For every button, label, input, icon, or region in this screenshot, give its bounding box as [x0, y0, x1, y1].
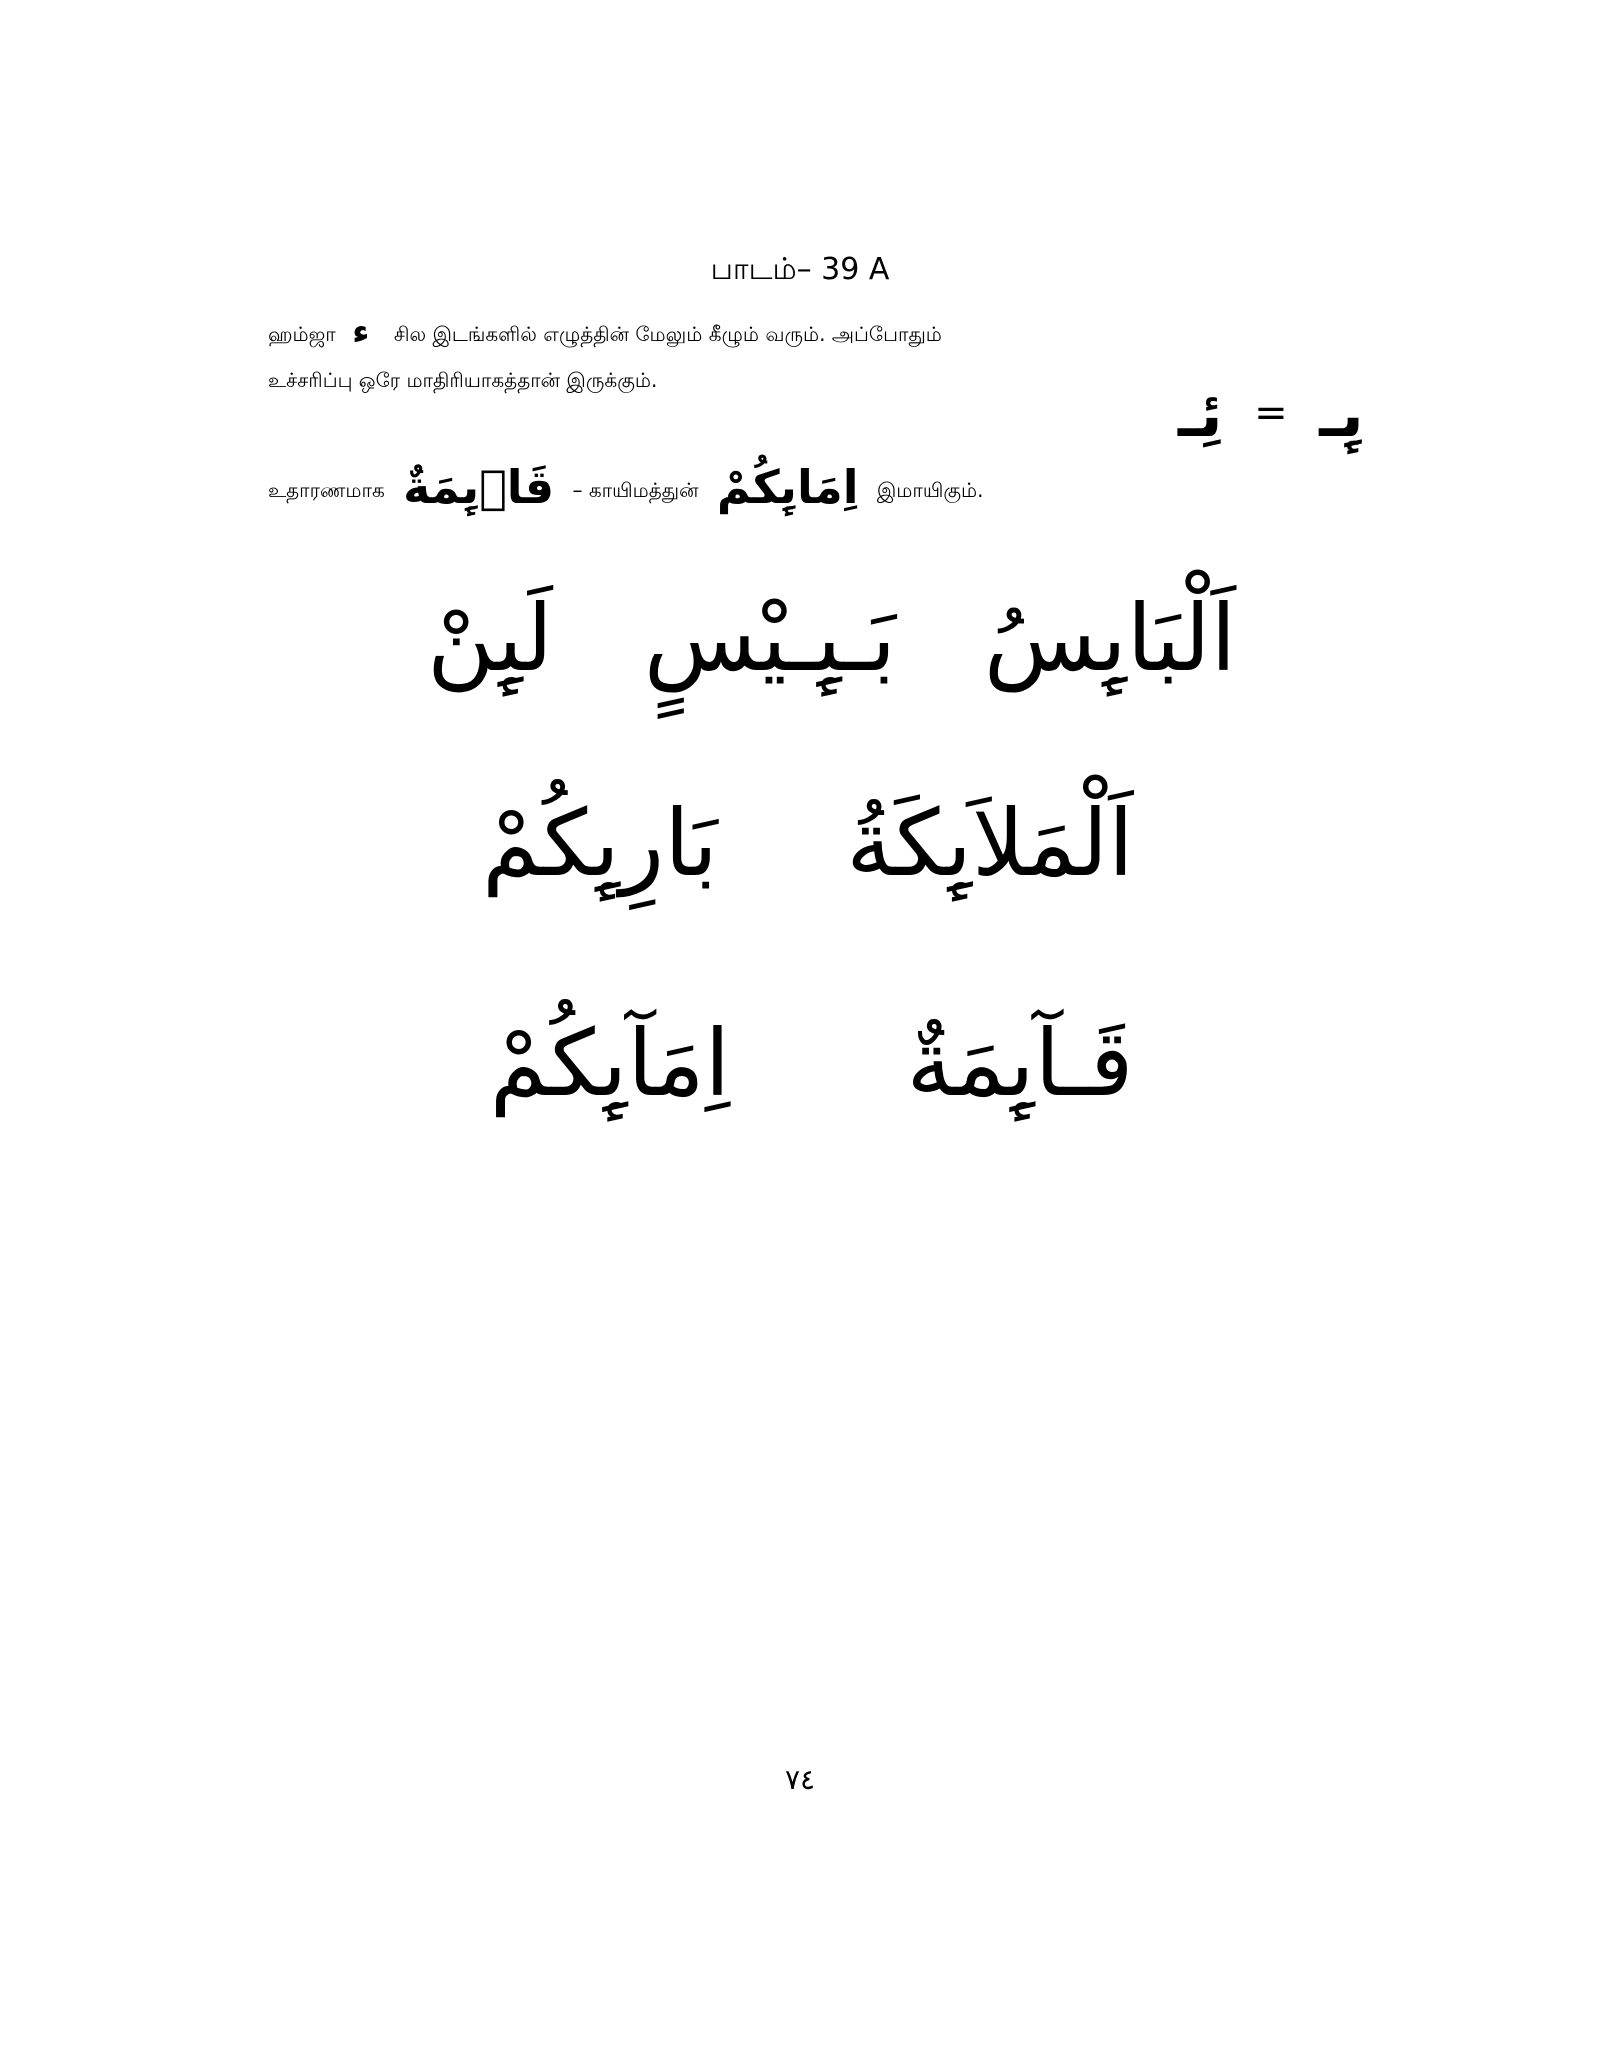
arabic-word: قَـآٮِٕمَةٌ — [906, 1010, 1134, 1117]
intro-line-2: உச்சரிப்பு ஒரே மாதிரியாகத்தான் இருக்கும். — [268, 368, 658, 392]
arabic-word: بَارِٮِٕكُمْ — [482, 790, 718, 897]
intro-line-3 — [268, 460, 983, 514]
intro-line-1-rest: சில இடங்களில் எழுத்தின் மேலும் கீழும் வரும். அப்போதும் — [393, 322, 942, 346]
example-word-1: قَاۭٮِٕمَةٌ — [403, 460, 555, 514]
equation-left: ٮِٕـ — [1319, 378, 1364, 451]
equation-equals: = — [1254, 390, 1288, 436]
hamza-equation — [1178, 378, 1378, 451]
arabic-word: اَلْمَلاَٮِٕكَةُ — [846, 790, 1134, 897]
example-word-2: اِمَاٮِٕكُمْ — [716, 460, 859, 514]
intro-line-3-mid: – காயிமத்துன் — [572, 478, 699, 502]
arabic-word: بَـٮِٕـيْسٍ — [643, 585, 897, 692]
arabic-word: اَلْبَاٮِٕسُ — [983, 585, 1237, 692]
arabic-word: اِمَآٮِٕكُمْ — [489, 1010, 731, 1117]
intro-line-3-end: இமாயிகும். — [876, 478, 984, 502]
equation-right: ئِـ — [1178, 378, 1223, 451]
intro-line-3-start: உதாரணமாக — [268, 478, 385, 502]
arabic-word: لَٮِٕنْ — [427, 585, 553, 692]
lesson-title: பாடம்– 39 A — [710, 252, 890, 287]
intro-line-1 — [268, 312, 942, 352]
hamza-symbol: ء — [352, 312, 370, 352]
page-number: ٧٤ — [784, 1763, 816, 1796]
intro-line-1-start: ஹம்ஜா — [268, 322, 336, 346]
